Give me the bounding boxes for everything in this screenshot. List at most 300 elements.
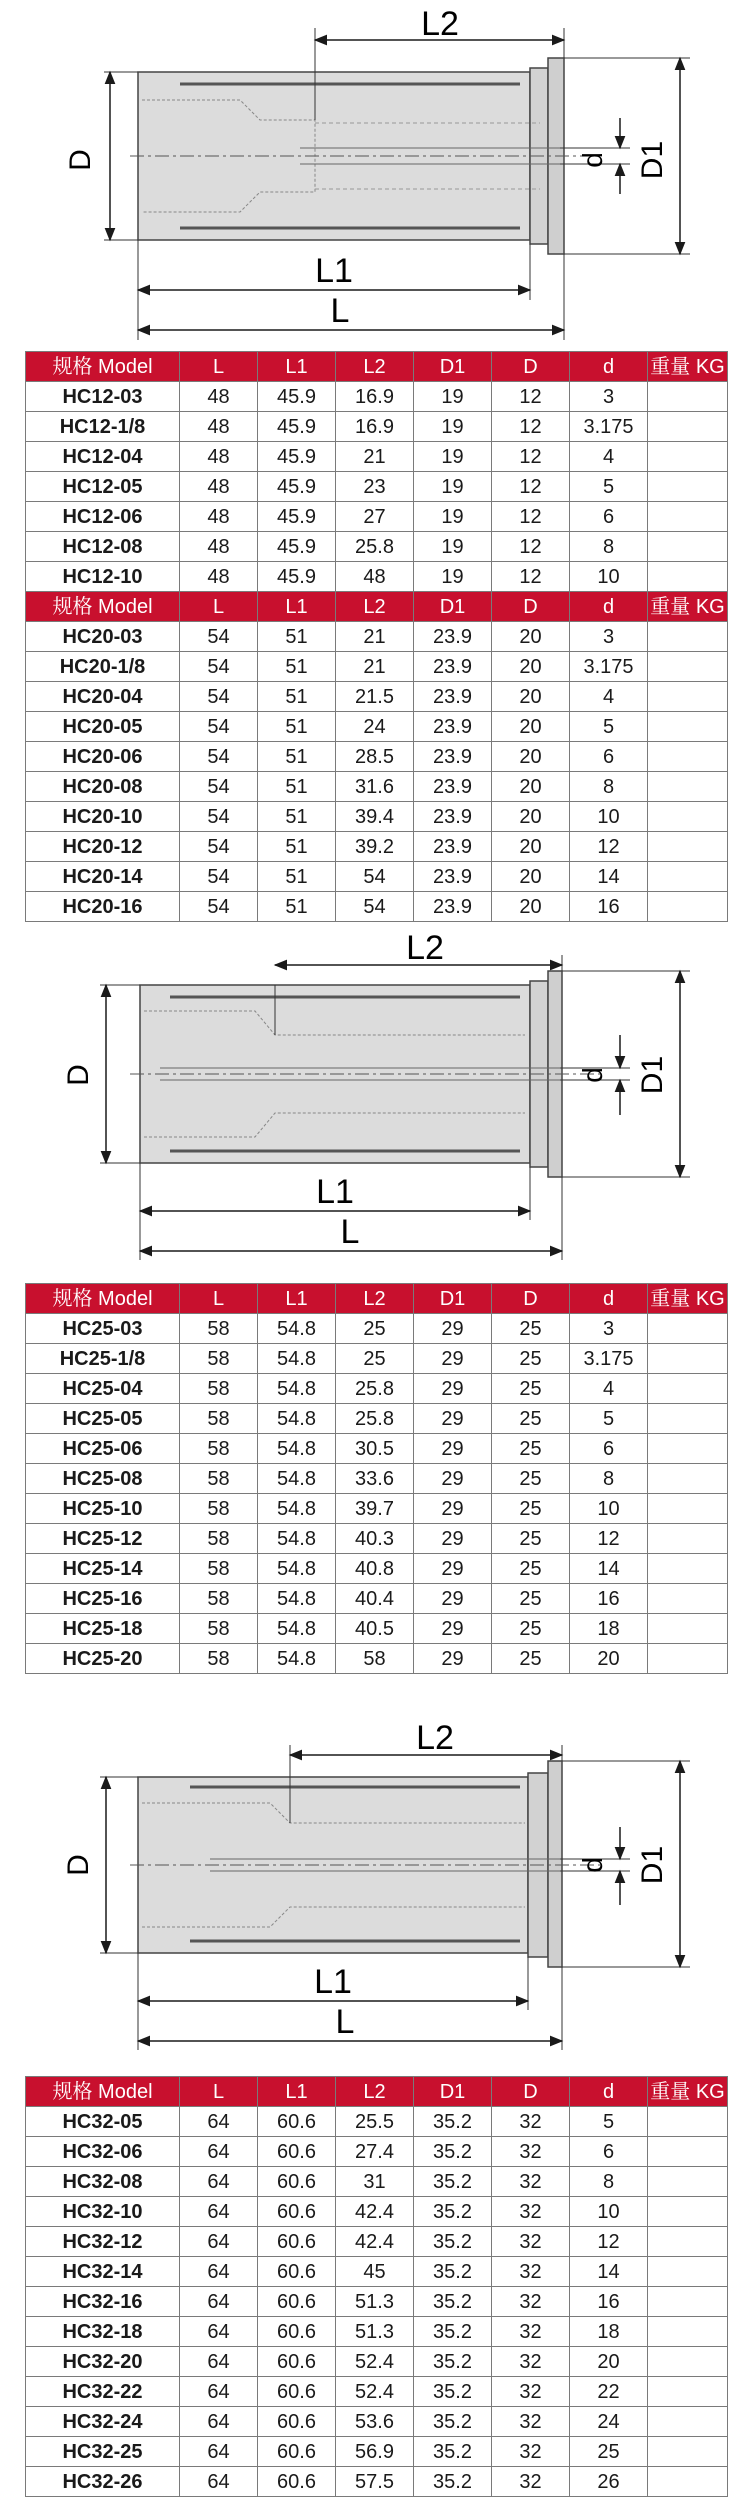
value-cell: 51 bbox=[258, 652, 336, 682]
value-cell: 64 bbox=[180, 2137, 258, 2167]
model-cell: HC25-06 bbox=[26, 1434, 180, 1464]
table-row bbox=[26, 622, 728, 652]
value-cell: 29 bbox=[414, 1404, 492, 1434]
value-cell: 12 bbox=[492, 382, 570, 412]
value-cell: 16 bbox=[570, 2287, 648, 2317]
table-row bbox=[26, 1314, 728, 1344]
value-cell: 23.9 bbox=[414, 652, 492, 682]
value-cell: 3 bbox=[570, 622, 648, 652]
table-row bbox=[26, 1584, 728, 1614]
value-cell: 40.3 bbox=[336, 1524, 414, 1554]
value-cell bbox=[648, 1464, 728, 1494]
model-cell: HC12-1/8 bbox=[26, 412, 180, 442]
value-cell: 48 bbox=[180, 562, 258, 592]
value-cell: 4 bbox=[570, 1374, 648, 1404]
value-cell: 56.9 bbox=[336, 2437, 414, 2467]
value-cell bbox=[648, 1404, 728, 1434]
value-cell: 6 bbox=[570, 1434, 648, 1464]
value-cell: 60.6 bbox=[258, 2407, 336, 2437]
value-cell: 6 bbox=[570, 742, 648, 772]
model-cell: HC32-06 bbox=[26, 2137, 180, 2167]
value-cell: 29 bbox=[414, 1584, 492, 1614]
column-header: d bbox=[570, 592, 648, 622]
value-cell: 25 bbox=[492, 1644, 570, 1674]
table-row bbox=[26, 2407, 728, 2437]
value-cell: 54 bbox=[180, 832, 258, 862]
value-cell: 64 bbox=[180, 2377, 258, 2407]
value-cell bbox=[648, 2347, 728, 2377]
value-cell: 19 bbox=[414, 412, 492, 442]
column-header: L2 bbox=[336, 2077, 414, 2107]
value-cell: 48 bbox=[336, 562, 414, 592]
value-cell: 64 bbox=[180, 2407, 258, 2437]
value-cell: 32 bbox=[492, 2287, 570, 2317]
dim-l2-label: L2 bbox=[421, 5, 459, 43]
value-cell: 12 bbox=[492, 472, 570, 502]
value-cell: 40.8 bbox=[336, 1554, 414, 1584]
value-cell: 25 bbox=[336, 1344, 414, 1374]
value-cell: 54.8 bbox=[258, 1344, 336, 1374]
table-row bbox=[26, 442, 728, 472]
model-cell: HC32-26 bbox=[26, 2467, 180, 2497]
value-cell: 20 bbox=[492, 892, 570, 922]
value-cell bbox=[648, 862, 728, 892]
value-cell bbox=[648, 1554, 728, 1584]
value-cell: 23.9 bbox=[414, 892, 492, 922]
model-cell: HC32-22 bbox=[26, 2377, 180, 2407]
collet-drawing-hc12-hc20 bbox=[0, 0, 750, 345]
value-cell: 54.8 bbox=[258, 1614, 336, 1644]
model-cell: HC25-12 bbox=[26, 1524, 180, 1554]
value-cell bbox=[648, 1344, 728, 1374]
column-header: D bbox=[492, 352, 570, 382]
value-cell: 32 bbox=[492, 2377, 570, 2407]
model-cell: HC32-05 bbox=[26, 2107, 180, 2137]
value-cell: 21 bbox=[336, 622, 414, 652]
model-cell: HC25-04 bbox=[26, 1374, 180, 1404]
table-row bbox=[26, 742, 728, 772]
value-cell: 16 bbox=[570, 1584, 648, 1614]
value-cell: 64 bbox=[180, 2317, 258, 2347]
value-cell: 54 bbox=[180, 862, 258, 892]
model-cell: HC32-16 bbox=[26, 2287, 180, 2317]
column-header: 规格 Model bbox=[26, 1284, 180, 1314]
dim-l1-label: L1 bbox=[315, 252, 353, 290]
value-cell: 45.9 bbox=[258, 562, 336, 592]
value-cell: 23.9 bbox=[414, 862, 492, 892]
value-cell bbox=[648, 562, 728, 592]
value-cell: 20 bbox=[570, 2347, 648, 2377]
table-row bbox=[26, 2257, 728, 2287]
table-row bbox=[26, 862, 728, 892]
column-header: d bbox=[570, 2077, 648, 2107]
value-cell: 32 bbox=[492, 2437, 570, 2467]
value-cell bbox=[648, 2437, 728, 2467]
value-cell: 32 bbox=[492, 2467, 570, 2497]
value-cell: 22 bbox=[570, 2377, 648, 2407]
value-cell: 32 bbox=[492, 2317, 570, 2347]
value-cell: 30.5 bbox=[336, 1434, 414, 1464]
dim-l1-label: L1 bbox=[314, 1963, 352, 2001]
table-row bbox=[26, 1524, 728, 1554]
value-cell: 25 bbox=[492, 1404, 570, 1434]
value-cell bbox=[648, 2257, 728, 2287]
value-cell: 58 bbox=[180, 1584, 258, 1614]
value-cell: 64 bbox=[180, 2227, 258, 2257]
value-cell: 25.8 bbox=[336, 1374, 414, 1404]
table-row bbox=[26, 2467, 728, 2497]
value-cell: 54 bbox=[180, 742, 258, 772]
value-cell: 64 bbox=[180, 2197, 258, 2227]
value-cell: 20 bbox=[492, 622, 570, 652]
table-row bbox=[26, 1644, 728, 1674]
value-cell: 20 bbox=[570, 1644, 648, 1674]
value-cell: 58 bbox=[180, 1374, 258, 1404]
dim-d1-label: D1 bbox=[636, 1845, 669, 1885]
dim-d-small-label: d bbox=[577, 1067, 608, 1083]
model-cell: HC25-18 bbox=[26, 1614, 180, 1644]
model-cell: HC12-03 bbox=[26, 382, 180, 412]
value-cell: 8 bbox=[570, 772, 648, 802]
value-cell: 51 bbox=[258, 682, 336, 712]
value-cell bbox=[648, 1494, 728, 1524]
value-cell: 25 bbox=[492, 1434, 570, 1464]
value-cell: 54 bbox=[336, 892, 414, 922]
column-header: 重量 KG bbox=[648, 1284, 728, 1314]
value-cell: 32 bbox=[492, 2257, 570, 2287]
value-cell: 20 bbox=[492, 742, 570, 772]
value-cell: 24 bbox=[336, 712, 414, 742]
column-header: L2 bbox=[336, 1284, 414, 1314]
value-cell: 25.8 bbox=[336, 1404, 414, 1434]
value-cell: 39.4 bbox=[336, 802, 414, 832]
column-header: D1 bbox=[414, 2077, 492, 2107]
value-cell: 20 bbox=[492, 652, 570, 682]
value-cell: 23 bbox=[336, 472, 414, 502]
value-cell bbox=[648, 2107, 728, 2137]
value-cell bbox=[648, 2227, 728, 2257]
value-cell: 31 bbox=[336, 2167, 414, 2197]
model-cell: HC20-1/8 bbox=[26, 652, 180, 682]
value-cell: 6 bbox=[570, 2137, 648, 2167]
value-cell: 20 bbox=[492, 772, 570, 802]
column-header: 重量 KG bbox=[648, 352, 728, 382]
value-cell: 12 bbox=[492, 502, 570, 532]
value-cell: 12 bbox=[570, 2227, 648, 2257]
value-cell: 20 bbox=[492, 682, 570, 712]
value-cell: 18 bbox=[570, 1614, 648, 1644]
value-cell bbox=[648, 682, 728, 712]
value-cell: 54.8 bbox=[258, 1524, 336, 1554]
value-cell: 14 bbox=[570, 1554, 648, 1584]
value-cell: 60.6 bbox=[258, 2437, 336, 2467]
table-header-row bbox=[26, 352, 728, 382]
value-cell: 64 bbox=[180, 2257, 258, 2287]
column-header: D1 bbox=[414, 592, 492, 622]
value-cell: 29 bbox=[414, 1644, 492, 1674]
column-header: L2 bbox=[336, 352, 414, 382]
value-cell: 3 bbox=[570, 1314, 648, 1344]
value-cell: 35.2 bbox=[414, 2227, 492, 2257]
value-cell: 31.6 bbox=[336, 772, 414, 802]
value-cell: 32 bbox=[492, 2197, 570, 2227]
value-cell: 32 bbox=[492, 2347, 570, 2377]
model-cell: HC25-1/8 bbox=[26, 1344, 180, 1374]
value-cell: 29 bbox=[414, 1434, 492, 1464]
dim-d1-label: D1 bbox=[636, 140, 669, 180]
value-cell: 19 bbox=[414, 562, 492, 592]
model-cell: HC12-10 bbox=[26, 562, 180, 592]
table-row bbox=[26, 1434, 728, 1464]
value-cell: 42.4 bbox=[336, 2197, 414, 2227]
table-row bbox=[26, 1554, 728, 1584]
value-cell: 54.8 bbox=[258, 1434, 336, 1464]
model-cell: HC20-03 bbox=[26, 622, 180, 652]
value-cell: 3.175 bbox=[570, 1344, 648, 1374]
value-cell: 29 bbox=[414, 1494, 492, 1524]
value-cell: 29 bbox=[414, 1344, 492, 1374]
table-row bbox=[26, 502, 728, 532]
value-cell: 16.9 bbox=[336, 382, 414, 412]
value-cell bbox=[648, 412, 728, 442]
value-cell: 29 bbox=[414, 1314, 492, 1344]
value-cell: 35.2 bbox=[414, 2317, 492, 2347]
model-cell: HC20-10 bbox=[26, 802, 180, 832]
value-cell: 3.175 bbox=[570, 652, 648, 682]
model-cell: HC20-12 bbox=[26, 832, 180, 862]
value-cell: 51 bbox=[258, 892, 336, 922]
value-cell: 25 bbox=[492, 1554, 570, 1584]
value-cell: 40.5 bbox=[336, 1614, 414, 1644]
table-row bbox=[26, 2107, 728, 2137]
value-cell bbox=[648, 2167, 728, 2197]
value-cell: 48 bbox=[180, 442, 258, 472]
value-cell: 5 bbox=[570, 2107, 648, 2137]
value-cell: 40.4 bbox=[336, 1584, 414, 1614]
value-cell bbox=[648, 742, 728, 772]
value-cell: 54.8 bbox=[258, 1644, 336, 1674]
value-cell: 54.8 bbox=[258, 1404, 336, 1434]
model-cell: HC12-04 bbox=[26, 442, 180, 472]
value-cell: 60.6 bbox=[258, 2167, 336, 2197]
value-cell: 16.9 bbox=[336, 412, 414, 442]
dim-l-label: L bbox=[340, 1213, 360, 1251]
table-row bbox=[26, 2317, 728, 2347]
column-header: D1 bbox=[414, 352, 492, 382]
value-cell: 5 bbox=[570, 1404, 648, 1434]
value-cell bbox=[648, 382, 728, 412]
value-cell: 64 bbox=[180, 2347, 258, 2377]
value-cell: 19 bbox=[414, 442, 492, 472]
value-cell: 64 bbox=[180, 2467, 258, 2497]
model-cell: HC20-04 bbox=[26, 682, 180, 712]
value-cell: 35.2 bbox=[414, 2287, 492, 2317]
value-cell: 54 bbox=[180, 622, 258, 652]
value-cell bbox=[648, 1314, 728, 1344]
table-row bbox=[26, 1404, 728, 1434]
table-row bbox=[26, 2227, 728, 2257]
value-cell: 58 bbox=[180, 1554, 258, 1584]
value-cell: 19 bbox=[414, 502, 492, 532]
dim-d-label: D bbox=[62, 1854, 95, 1876]
table-row bbox=[26, 1494, 728, 1524]
value-cell: 33.6 bbox=[336, 1464, 414, 1494]
value-cell bbox=[648, 892, 728, 922]
value-cell: 48 bbox=[180, 502, 258, 532]
value-cell: 39.2 bbox=[336, 832, 414, 862]
value-cell: 54.8 bbox=[258, 1374, 336, 1404]
value-cell: 29 bbox=[414, 1554, 492, 1584]
model-cell: HC25-16 bbox=[26, 1584, 180, 1614]
value-cell: 35.2 bbox=[414, 2197, 492, 2227]
value-cell: 19 bbox=[414, 382, 492, 412]
value-cell: 60.6 bbox=[258, 2317, 336, 2347]
value-cell: 45 bbox=[336, 2257, 414, 2287]
value-cell: 23.9 bbox=[414, 742, 492, 772]
value-cell: 12 bbox=[570, 832, 648, 862]
column-header: L bbox=[180, 2077, 258, 2107]
value-cell bbox=[648, 532, 728, 562]
value-cell bbox=[648, 2287, 728, 2317]
value-cell: 32 bbox=[492, 2167, 570, 2197]
value-cell: 45.9 bbox=[258, 502, 336, 532]
value-cell: 23.9 bbox=[414, 712, 492, 742]
value-cell bbox=[648, 2197, 728, 2227]
value-cell: 25 bbox=[492, 1524, 570, 1554]
value-cell: 51 bbox=[258, 742, 336, 772]
value-cell: 20 bbox=[492, 802, 570, 832]
value-cell: 54.8 bbox=[258, 1314, 336, 1344]
value-cell: 12 bbox=[492, 412, 570, 442]
value-cell: 25 bbox=[492, 1314, 570, 1344]
table-row bbox=[26, 2167, 728, 2197]
value-cell: 51 bbox=[258, 862, 336, 892]
value-cell: 60.6 bbox=[258, 2137, 336, 2167]
value-cell: 53.6 bbox=[336, 2407, 414, 2437]
model-cell: HC32-10 bbox=[26, 2197, 180, 2227]
table-header-row bbox=[26, 592, 728, 622]
model-cell: HC32-14 bbox=[26, 2257, 180, 2287]
column-header: 规格 Model bbox=[26, 2077, 180, 2107]
value-cell: 14 bbox=[570, 2257, 648, 2287]
value-cell: 21 bbox=[336, 442, 414, 472]
table-row bbox=[26, 1344, 728, 1374]
column-header: D bbox=[492, 592, 570, 622]
value-cell bbox=[648, 2377, 728, 2407]
value-cell: 58 bbox=[180, 1434, 258, 1464]
table-row bbox=[26, 2347, 728, 2377]
value-cell: 60.6 bbox=[258, 2287, 336, 2317]
column-header: D bbox=[492, 2077, 570, 2107]
value-cell: 8 bbox=[570, 2167, 648, 2197]
value-cell: 48 bbox=[180, 532, 258, 562]
value-cell: 45.9 bbox=[258, 442, 336, 472]
table-row bbox=[26, 472, 728, 502]
value-cell: 25 bbox=[492, 1464, 570, 1494]
table-row bbox=[26, 712, 728, 742]
value-cell: 3 bbox=[570, 382, 648, 412]
value-cell: 48 bbox=[180, 472, 258, 502]
table-row bbox=[26, 1614, 728, 1644]
value-cell: 29 bbox=[414, 1524, 492, 1554]
value-cell: 12 bbox=[492, 442, 570, 472]
value-cell: 5 bbox=[570, 712, 648, 742]
value-cell: 60.6 bbox=[258, 2347, 336, 2377]
value-cell: 25 bbox=[570, 2437, 648, 2467]
dim-l-label: L bbox=[330, 292, 350, 330]
value-cell: 8 bbox=[570, 532, 648, 562]
dim-l2-label: L2 bbox=[416, 1719, 454, 1757]
value-cell bbox=[648, 712, 728, 742]
value-cell: 28.5 bbox=[336, 742, 414, 772]
model-cell: HC20-14 bbox=[26, 862, 180, 892]
value-cell: 64 bbox=[180, 2287, 258, 2317]
value-cell: 6 bbox=[570, 502, 648, 532]
spec-table-hc32 bbox=[25, 2076, 728, 2497]
value-cell: 51 bbox=[258, 802, 336, 832]
value-cell: 64 bbox=[180, 2437, 258, 2467]
value-cell: 12 bbox=[570, 1524, 648, 1554]
value-cell: 21 bbox=[336, 652, 414, 682]
table-row bbox=[26, 562, 728, 592]
value-cell: 27.4 bbox=[336, 2137, 414, 2167]
value-cell: 25 bbox=[492, 1584, 570, 1614]
table-row bbox=[26, 1374, 728, 1404]
value-cell: 45.9 bbox=[258, 382, 336, 412]
value-cell: 60.6 bbox=[258, 2197, 336, 2227]
value-cell: 35.2 bbox=[414, 2257, 492, 2287]
value-cell bbox=[648, 1434, 728, 1464]
value-cell: 60.6 bbox=[258, 2257, 336, 2287]
value-cell: 32 bbox=[492, 2107, 570, 2137]
value-cell: 64 bbox=[180, 2107, 258, 2137]
value-cell: 39.7 bbox=[336, 1494, 414, 1524]
column-header: 重量 KG bbox=[648, 592, 728, 622]
value-cell: 12 bbox=[492, 562, 570, 592]
value-cell bbox=[648, 802, 728, 832]
value-cell: 25 bbox=[492, 1614, 570, 1644]
value-cell: 20 bbox=[492, 862, 570, 892]
value-cell: 24 bbox=[570, 2407, 648, 2437]
dim-l2-label: L2 bbox=[406, 929, 444, 967]
table-row bbox=[26, 652, 728, 682]
value-cell: 26 bbox=[570, 2467, 648, 2497]
column-header: L1 bbox=[258, 1284, 336, 1314]
value-cell: 51.3 bbox=[336, 2287, 414, 2317]
table-row bbox=[26, 832, 728, 862]
value-cell: 45.9 bbox=[258, 532, 336, 562]
value-cell: 60.6 bbox=[258, 2377, 336, 2407]
value-cell: 29 bbox=[414, 1374, 492, 1404]
value-cell: 20 bbox=[492, 832, 570, 862]
value-cell: 48 bbox=[180, 412, 258, 442]
table-row bbox=[26, 382, 728, 412]
dim-d-small-label: d bbox=[577, 1857, 608, 1873]
value-cell: 60.6 bbox=[258, 2227, 336, 2257]
value-cell: 51 bbox=[258, 712, 336, 742]
value-cell: 16 bbox=[570, 892, 648, 922]
model-cell: HC25-08 bbox=[26, 1464, 180, 1494]
value-cell: 32 bbox=[492, 2407, 570, 2437]
value-cell: 10 bbox=[570, 1494, 648, 1524]
value-cell bbox=[648, 502, 728, 532]
collet-drawing-hc32 bbox=[0, 1715, 750, 2055]
value-cell: 52.4 bbox=[336, 2377, 414, 2407]
value-cell: 10 bbox=[570, 2197, 648, 2227]
column-header: 规格 Model bbox=[26, 352, 180, 382]
value-cell: 58 bbox=[180, 1404, 258, 1434]
value-cell: 35.2 bbox=[414, 2167, 492, 2197]
